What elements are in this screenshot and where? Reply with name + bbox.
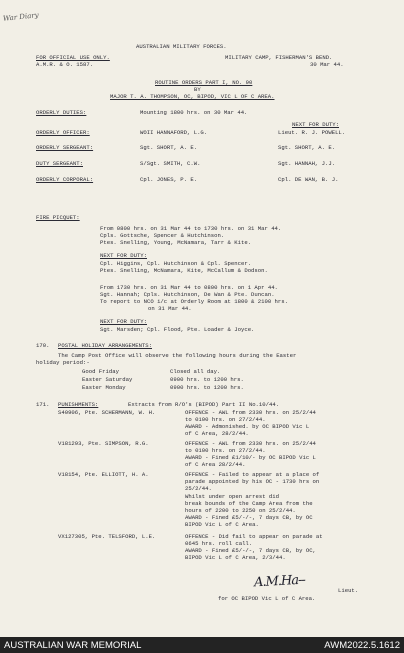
duty-row-next: Sgt. HANNAH, J.J. [278, 160, 336, 167]
punishment-line: parade appointed by his OC - 1730 hrs on [185, 478, 320, 485]
punishment-line: hours of 2200 to 2250 on 25/2/44. [185, 507, 296, 514]
routine-title: ROUTINE ORDERS PART I, NO. 90 [155, 79, 253, 86]
punishment-line: BIPOD Vic L of C Area, 2/3/44. [185, 554, 286, 561]
postal-day: Good Friday [82, 368, 119, 375]
punishment-line: break bounds of the Camp Area from the [185, 500, 313, 507]
duty-row-current: WOII HANNAFORD, L.G. [140, 129, 208, 136]
duty-row-next: Lieut. R. J. POWELL. [278, 129, 346, 136]
routine-major: MAJOR T. A. THOMPSON, OC, BIPOD, VIC L OF C AREA. [110, 93, 275, 100]
fire-picquet-line: Cpls. Gottsche, Spencer & Hutchinson. [100, 232, 225, 239]
punishment-line: BIPOD Vic L of C Area. [185, 521, 259, 528]
punishment-line: 0645 hrs. roll call. [185, 540, 253, 547]
punishment-line: Whilst under open arrest did [185, 493, 279, 500]
fire-picquet-label: FIRE PICQUET: [36, 214, 80, 221]
fire-picquet-line: Ptes. Snelling, Young, McNamara, Tarr & Kite. [100, 239, 252, 246]
signature-for: for OC BIPOD Vic L of C Area. [218, 595, 316, 602]
footer-bar [0, 637, 404, 653]
duty-row-current: Sgt. SHORT, A. E. [140, 144, 198, 151]
punishment-line: of C Area 28/2/44. [185, 461, 246, 468]
postal-line: The Camp Post Office will observe the following hours during the Easter [58, 352, 297, 359]
next-for-duty-heading: NEXT FOR DUTY: [292, 121, 339, 128]
fire-picquet-next-label: NEXT FOR DUTY: [100, 252, 147, 259]
document-title: AUSTRALIAN MILITARY FORCES. [136, 43, 227, 50]
duty-row-next: Cpl. DE WAN, B. J. [278, 176, 339, 183]
orderly-duties-label: ORDERLY DUTIES: [36, 109, 87, 116]
punishment-line: OFFENCE - Did fail to appear on parade at [185, 533, 323, 540]
duty-row-label: ORDERLY SERGEANT: [36, 144, 94, 151]
fire-picquet-next2-line: Sgt. Marsden; Cpl. Flood, Pte. Loader & Joyce. [100, 326, 255, 333]
duty-row-label: DUTY SERGEANT: [36, 160, 83, 167]
punishment-line: AWARD - Admonished. by OC BIPOD Vic L [185, 423, 310, 430]
official-use-label: FOR OFFICIAL USE ONLY. [36, 54, 110, 61]
postal-hours: Closed all day. [170, 368, 221, 375]
punishment-soldier: V18154, Pte. ELLIOTT, H. A. [58, 471, 149, 478]
camp-name: MILITARY CAMP, FISHERMAN'S BEND. [225, 54, 333, 61]
punishment-line: of C Area, 28/2/44. [185, 430, 249, 437]
fire-picquet-line: From 1730 hrs. on 31 Mar 44 to 0800 hrs. on 1 Apr 44. [100, 284, 278, 291]
punishment-line: to 0100 hrs. on 27/2/44. [185, 416, 266, 423]
fire-picquet-next-line: Cpl. Higgins, Cpl. Hutchinson & Cpl. Spencer. [100, 260, 252, 267]
punishment-line: OFFENCE - Failed to appear at a place of [185, 471, 320, 478]
handwritten-note: War Diary [2, 11, 39, 23]
punishment-line: 25/2/44. [185, 485, 212, 492]
duty-row-label: ORDERLY CORPORAL: [36, 176, 94, 183]
duty-row-next: Sgt. SHORT, A. E. [278, 144, 336, 151]
punishment-line: AWARD - Fined £5/-/-, 7 days CB, by OC [185, 514, 313, 521]
punishment-line: AWARD - Fined £5/-/-, 7 days CB, by OC, [185, 547, 316, 554]
punishments-intro: Extracts from R/O's (BIPOD) Part II No.10/44. [128, 401, 280, 408]
postal-hours: 0900 hrs. to 1200 hrs. [170, 384, 244, 391]
routine-by: BY [194, 86, 201, 93]
amr-reference: A.M.R. & O. 1587. [36, 61, 94, 68]
punishments-label: PUNISHMENTS: [58, 401, 99, 408]
fire-picquet-line: Sgt. Hannah; Cpls. Hutchinson, De Wan & Pte. Duncan. [100, 291, 275, 298]
punishment-line: AWARD - Fined £1/10/- by OC BIPOD Vic L [185, 454, 316, 461]
handwritten-signature: A.M.Ha-- [253, 572, 306, 591]
punishment-soldier: VX127305, Pte. TELSFORD, L.E. [58, 533, 156, 540]
punishment-soldier: V181293, Pte. SIMPSON, R.G. [58, 440, 149, 447]
postal-label: POSTAL HOLIDAY ARRANGEMENTS: [58, 342, 152, 349]
duty-row-current: Cpl. JONES, P. E. [140, 176, 198, 183]
postal-number: 170. [36, 342, 50, 349]
postal-hours: 0900 hrs. to 1200 hrs. [170, 376, 244, 383]
fire-picquet-next-line: Ptes. Snelling, McNamara, Kite, McCallum & Dodson. [100, 267, 268, 274]
fire-picquet-line: on 31 Mar 44. [148, 305, 192, 312]
signature-rank: Lieut. [338, 587, 359, 594]
punishment-line: OFFENCE - AWL from 2330 hrs. on 25/2/44 [185, 409, 316, 416]
punishment-line: OFFENCE - AWL from 2330 hrs. on 25/2/44 [185, 440, 316, 447]
fire-picquet-next2-label: NEXT FOR DUTY: [100, 318, 147, 325]
fire-picquet-line: To report to NCO i/c at Orderly Room at 1800 & 2100 hrs. [100, 298, 288, 305]
footer-institution: AUSTRALIAN WAR MEMORIAL [4, 640, 142, 651]
punishments-number: 171. [36, 401, 50, 408]
punishment-line: to 0100 hrs. on 27/2/44. [185, 447, 266, 454]
duty-row-current: S/Sgt. SMITH, C.W. [140, 160, 201, 167]
postal-day: Easter Saturday [82, 376, 133, 383]
punishment-soldier: S40906, Pte. SCHERMANN, W. H. [58, 409, 156, 416]
fire-picquet-line: From 0800 hrs. on 31 Mar 44 to 1730 hrs. on 31 Mar 44. [100, 225, 282, 232]
footer-accession-id: AWM2022.5.1612 [324, 640, 400, 651]
postal-line: holiday period:- [36, 359, 90, 366]
postal-day: Easter Monday [82, 384, 126, 391]
duty-row-label: ORDERLY OFFICER: [36, 129, 90, 136]
orderly-duties-text: Mounting 1800 hrs. on 30 Mar 44. [140, 109, 248, 116]
document-date: 30 Mar 44. [310, 61, 344, 68]
